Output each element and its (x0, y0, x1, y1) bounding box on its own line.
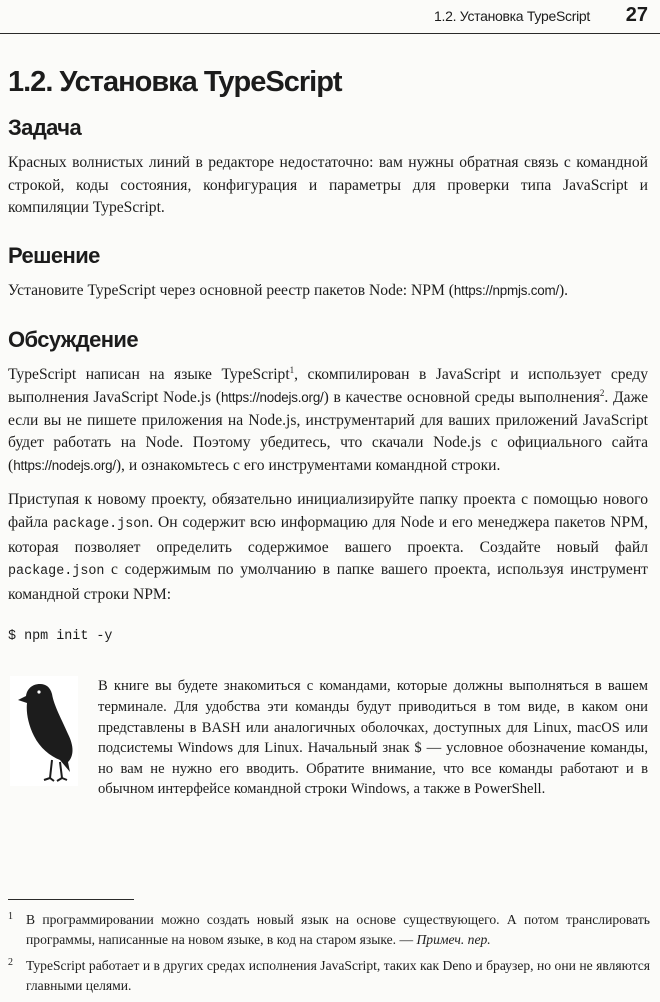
discussion-heading: Обсуждение (8, 327, 138, 353)
solution-heading: Решение (8, 242, 100, 268)
footnote-number: 1 (8, 911, 13, 922)
p2-text-b: . Он содержит всю информацию для Node и его менеджера пакетов NPM, которая позволяет определить содержимое вашего проекта. Создайте новый файл (8, 513, 648, 556)
p1-text-b: , скомпилирован в JavaScript и использует среду выполнения JavaScript Node.js ( (8, 366, 648, 406)
footnote-number: 2 (8, 957, 13, 968)
footnote-text (26, 910, 650, 949)
p2-text-a: Приступая к новому проекту, обязательно инициализируйте папку проекта с помощью нового файла (8, 491, 648, 531)
solution-text (8, 280, 648, 303)
p1-text-e: ), и ознакомьтесь с его инструментами командной строки. (115, 456, 501, 474)
crow-icon (10, 676, 78, 786)
page-title: 1.2. Установка TypeScript (8, 66, 342, 98)
page-body (8, 64, 648, 800)
inline-code-package-json: package.json (52, 516, 150, 532)
p1-text-d: . Даже если вы не пишете приложения на Node.js, инструментарий для ваших приложений JavaScript будет работать на Node. Поэтому убедитесь, что скачали Node.js с официального сайта ( (8, 388, 648, 474)
running-header (0, 0, 660, 34)
nodejs-link-1[interactable]: https://nodejs.org/ (220, 389, 324, 405)
command-example: $ npm init -y (8, 629, 113, 645)
footnote-ref-2[interactable]: 2 (599, 387, 605, 398)
footnote-rule (8, 899, 134, 900)
solution-text-end: ). (558, 281, 569, 299)
footnote-1-translator-note: Примеч. пер. (416, 931, 491, 947)
problem-heading: Задача (8, 115, 82, 140)
nodejs-link-2[interactable]: https://nodejs.org/ (13, 457, 116, 473)
footnote-text: TypeScript работает и в других средах исполнения JavaScript, таких как Deno и браузер, но они не являются главными целями. (26, 958, 650, 993)
discussion-paragraph-1 (8, 364, 648, 477)
footnotes (8, 899, 650, 1002)
p1-text-c: ) в качестве основной среды выполнения (323, 388, 600, 406)
running-header-section: 1.2. Установка TypeScript (434, 8, 590, 24)
note-text: В книге вы будете знакомиться с командами, которые должны выполняться в вашем терминале. Для удобства эти команды будут приводиться в том виде, в каком они представлены в BASH или аналогичных оболочках, доступных для Linux, macOS или подсистемы Windows для Linux. Начальный знак $ — условное обозначение команды, но вам не нужно его вводить. Обратите внимание, что все команды работают и в обычном интерфейсе командной строки Windows, а также в PowerShell. (98, 678, 648, 798)
footnote-2 (8, 956, 650, 995)
footnote-ref-1[interactable]: 1 (289, 365, 295, 376)
note-box (8, 676, 648, 800)
npm-link[interactable]: https://npmjs.com/ (453, 282, 559, 298)
inline-code-package-json-2: package.json (8, 564, 105, 580)
problem-text: Красных волнистых линий в редакторе недостаточно: вам нужны обратная связь с командной строкой, коды состояния, конфигурация и параметры для проверки типа JavaScript и компиляции TypeScript. (8, 154, 648, 217)
footnote-1-body: В программировании можно создать новый язык на основе существующего. А потом транслировать программы, написанные на новом языке, в код на старом языке. — (26, 912, 650, 947)
page-number: 27 (625, 4, 648, 26)
solution-text-start: Установите TypeScript через основной реестр пакетов Node: NPM ( (8, 281, 454, 299)
p1-text-a: TypeScript написан на языке TypeScript (8, 366, 290, 384)
header-rule (0, 33, 660, 34)
p2-text-c: с содержимым по умолчанию в папке вашего проекта, используя инструмент командной строки NPM: (8, 561, 648, 603)
discussion-paragraph-2 (8, 489, 648, 606)
footnote-1 (8, 910, 650, 949)
